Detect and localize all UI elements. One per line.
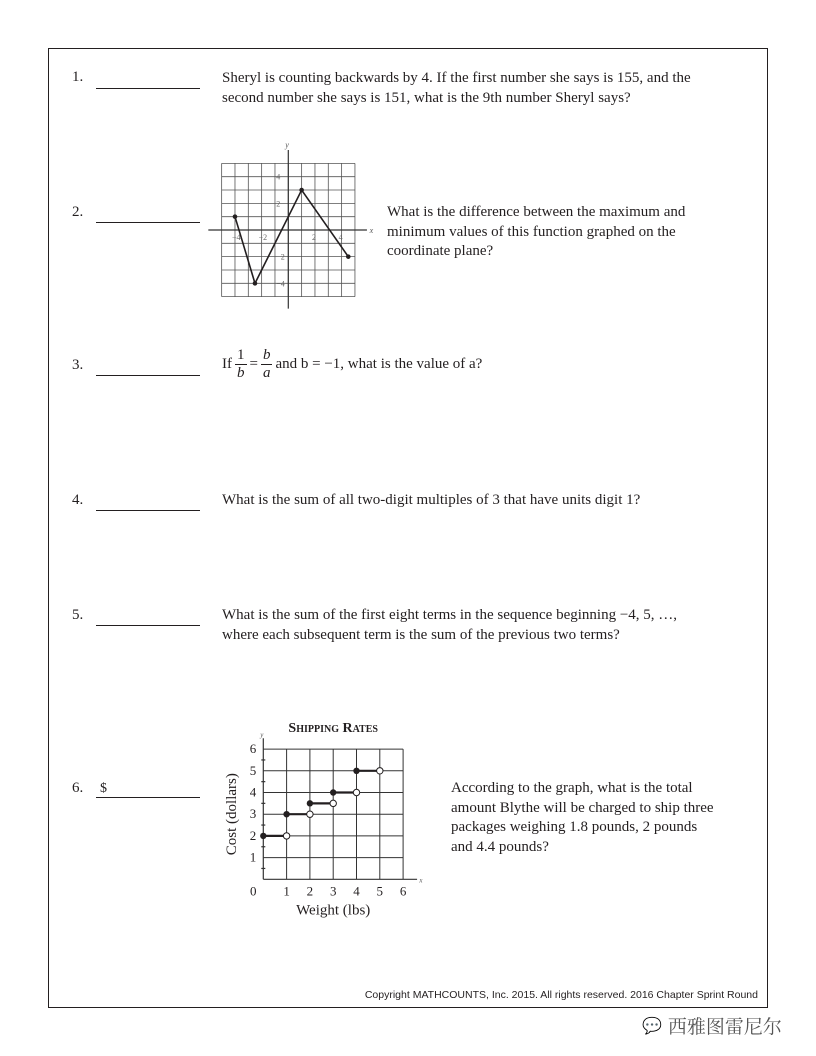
question-line: where each subsequent term is the sum of the previous two terms? xyxy=(222,626,620,643)
open-endpoint xyxy=(377,768,383,774)
problem-3-number: 3. xyxy=(72,357,84,373)
open-endpoint xyxy=(330,800,336,806)
question-line: and 4.4 pounds? xyxy=(451,838,549,855)
wechat-icon: 💬 xyxy=(642,1016,662,1035)
q-text: If xyxy=(222,355,232,372)
problem-6-answer-blank[interactable] xyxy=(96,781,200,798)
open-endpoint xyxy=(283,833,289,839)
problem-2-number: 2. xyxy=(72,204,84,220)
question-line: What is the sum of the first eight terms in the sequence beginning −4, 5, …, xyxy=(222,607,678,623)
x-tick-label: −4 xyxy=(231,233,241,242)
x-tick-label: 6 xyxy=(399,883,407,899)
y-tick-label: 3 xyxy=(249,806,257,822)
x-tick-label: −2 xyxy=(258,233,268,242)
x-tick-label: 5 xyxy=(376,883,384,899)
problem-1-answer-blank[interactable] xyxy=(96,72,200,89)
x-tick-label: 4 xyxy=(338,233,343,242)
numerator: 1 xyxy=(237,347,245,363)
x-axis-letter: x xyxy=(419,876,423,885)
data-point xyxy=(346,254,351,259)
y-tick-label: 2 xyxy=(249,827,257,843)
problem-3-question xyxy=(222,347,482,382)
x-axis-title: Weight (lbs) xyxy=(296,902,371,919)
watermark-text: 西雅图雷尼尔 xyxy=(667,1016,782,1038)
y-tick-label: 2 xyxy=(276,199,281,209)
data-point xyxy=(299,188,304,193)
y-axis-title: Cost (dollars) xyxy=(224,773,240,856)
denominator: b xyxy=(237,365,245,381)
fraction-1-over-b xyxy=(235,347,247,382)
question-line: What is the difference between the maximum and xyxy=(387,204,686,220)
problem-5-question xyxy=(222,606,677,645)
equals-sign: = xyxy=(249,355,258,372)
question-line: packages weighing 1.8 pounds, 2 pounds xyxy=(451,819,698,835)
x-tick-label: 0 xyxy=(250,883,257,899)
question-line: minimum values of this function graphed on the xyxy=(387,223,676,240)
data-point xyxy=(233,214,238,219)
open-endpoint xyxy=(307,811,313,817)
x-tick-label: 2 xyxy=(306,883,314,899)
y-tick-label: 5 xyxy=(249,762,257,778)
question-line: What is the sum of all two-digit multiples of 3 that have units digit 1? xyxy=(222,492,641,508)
y-tick-label: 6 xyxy=(249,741,257,757)
x-tick-label: 3 xyxy=(329,883,337,899)
watermark xyxy=(642,1012,782,1039)
problem-1-question xyxy=(222,69,691,108)
q-text: and b = −1, what is the value of a? xyxy=(275,355,483,372)
problem-2-question xyxy=(387,203,685,262)
numerator: b xyxy=(262,347,271,363)
question-line: amount Blythe will be charged to ship three xyxy=(451,799,714,816)
x-axis-label: x xyxy=(369,226,374,235)
closed-endpoint xyxy=(353,768,359,774)
question-line: According to the graph, what is the total xyxy=(451,780,693,796)
x-tick-label: 1 xyxy=(283,883,290,899)
data-point xyxy=(253,281,258,286)
closed-endpoint xyxy=(307,800,313,806)
problem-5-number: 5. xyxy=(72,607,84,623)
question-line: second number she says is 151, what is the 9th number Sheryl says? xyxy=(222,89,631,106)
closed-endpoint xyxy=(260,833,266,839)
y-tick-label: −4 xyxy=(276,279,285,289)
chart-title: Shipping Rates xyxy=(288,721,378,736)
fraction-b-over-a xyxy=(261,347,273,382)
problem-1-number: 1. xyxy=(72,69,84,85)
question-line: Sheryl is counting backwards by 4. If the first number she says is 155, and the xyxy=(222,70,691,86)
x-tick-label: 2 xyxy=(311,233,316,242)
closed-endpoint xyxy=(330,789,336,795)
open-endpoint xyxy=(353,789,359,795)
y-axis-label: y xyxy=(285,140,289,150)
dollar-prefix: $ xyxy=(100,781,107,796)
copyright-footer: Copyright MATHCOUNTS, Inc. 2015. All rights reserved. 2016 Chapter Sprint Round xyxy=(364,989,758,1001)
function-line xyxy=(235,190,348,283)
y-axis-letter: y xyxy=(260,731,264,740)
problem-6-question xyxy=(451,779,714,857)
denominator: a xyxy=(262,365,271,381)
function-graph xyxy=(200,140,380,315)
question-line: coordinate plane? xyxy=(387,243,494,259)
x-tick-label: 4 xyxy=(353,883,360,899)
shipping-rates-chart xyxy=(218,712,433,922)
problem-2-answer-blank[interactable] xyxy=(96,206,200,223)
y-tick-label: 4 xyxy=(249,784,257,800)
y-tick-label: 1 xyxy=(249,849,257,865)
y-tick-label: −2 xyxy=(276,252,285,262)
problem-4-number: 4. xyxy=(72,492,84,508)
problem-3-answer-blank[interactable] xyxy=(96,359,200,376)
problem-5-answer-blank[interactable] xyxy=(96,609,200,626)
closed-endpoint xyxy=(283,811,289,817)
problem-6-number: 6. xyxy=(72,780,84,796)
problem-4-question xyxy=(222,491,640,511)
y-tick-label: 4 xyxy=(276,172,281,182)
problem-4-answer-blank[interactable] xyxy=(96,494,200,511)
